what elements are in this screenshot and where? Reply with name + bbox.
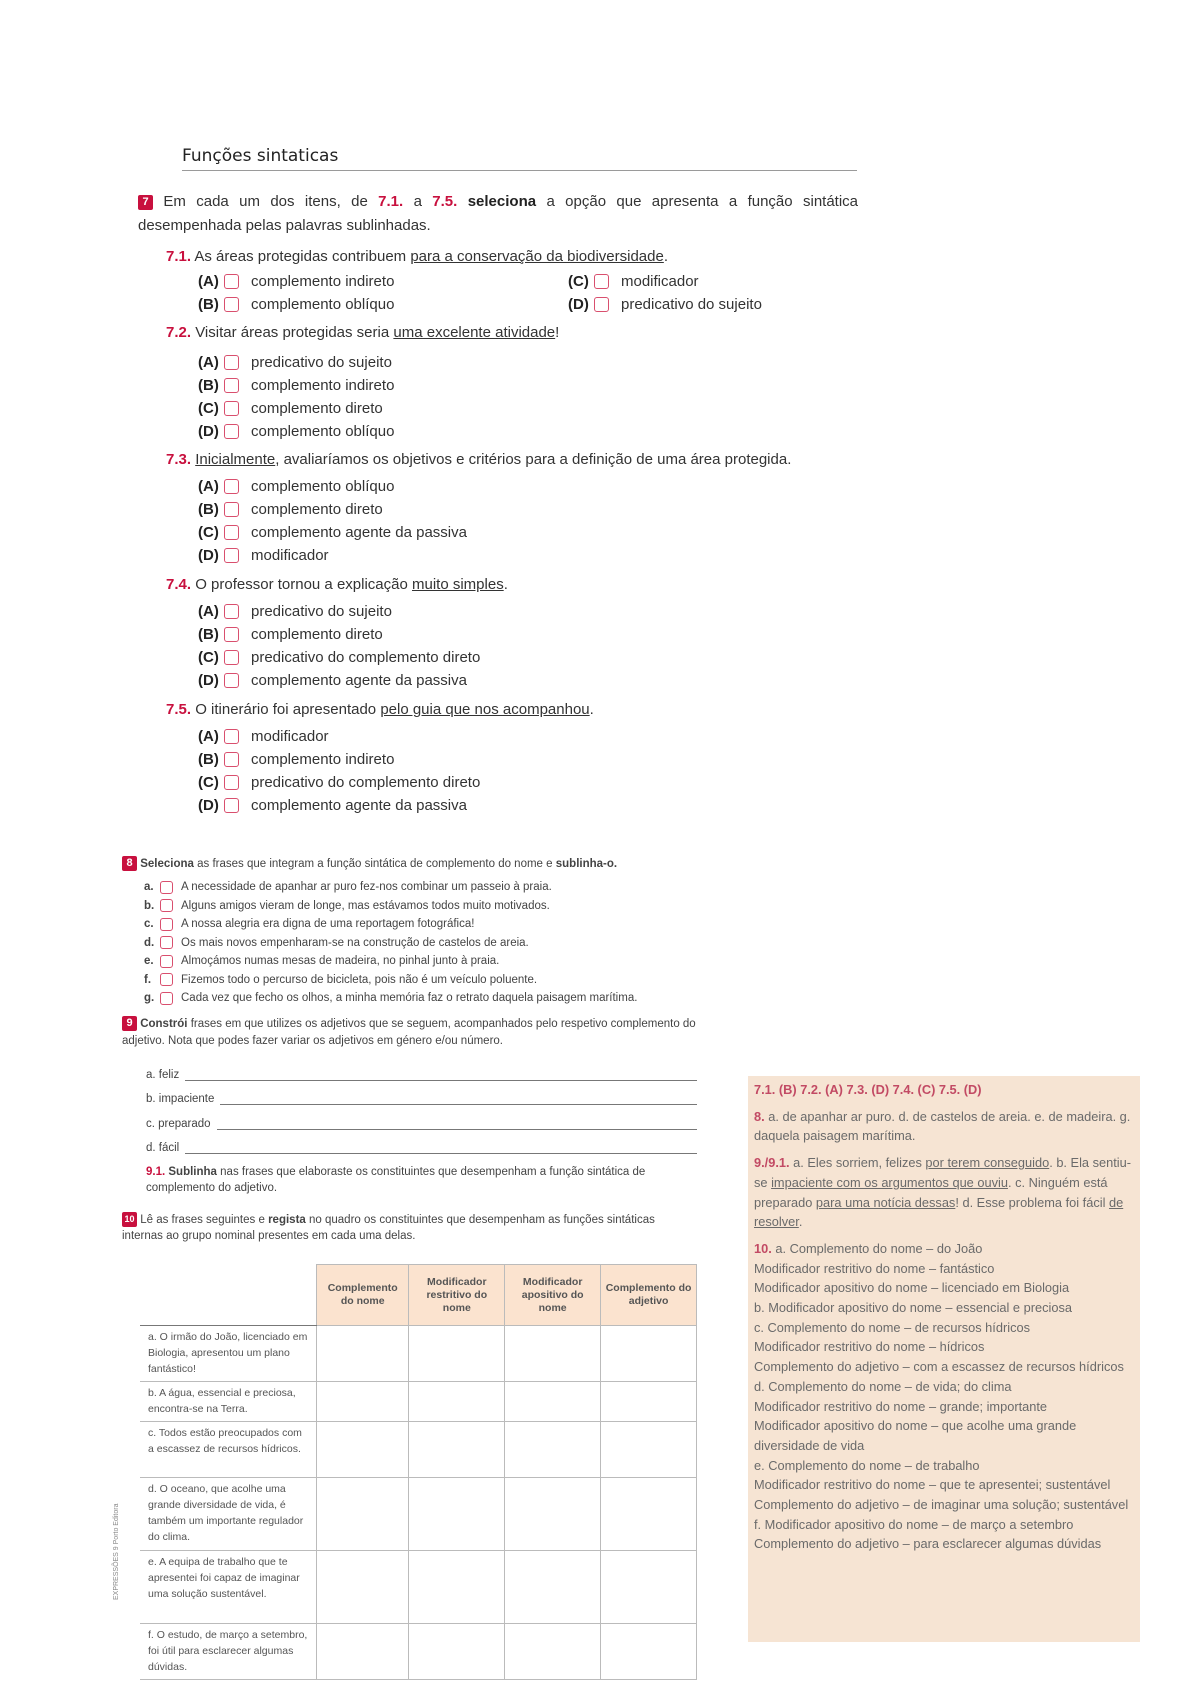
answer-cell[interactable] [409, 1382, 505, 1422]
option-c[interactable]: (C) predicativo do complemento direto [198, 774, 481, 791]
exercise-7-instructions: 7 Em cada um dos itens, de 7.1. a 7.5. seleciona a opção que apresenta a função sintática desempenhada pelas palavras sublinhadas. [138, 193, 859, 234]
exercise-number-badge: 10 [122, 1212, 137, 1227]
checkbox[interactable] [224, 548, 239, 563]
checkbox[interactable] [224, 274, 239, 289]
checkbox[interactable] [224, 752, 239, 767]
answers-10: 10. a. Complemento do nome – do João [754, 1240, 983, 1256]
list-item[interactable]: e. Almoçámos numas mesas de madeira, no pinhal junto à praia. [144, 955, 500, 968]
option-a[interactable]: (A) predicativo do sujeito [198, 354, 392, 371]
option-b[interactable]: (B) complemento indireto [198, 751, 395, 768]
question-7-4: 7.4. O professor tornou a explicação muito simples. (A) predicativo do sujeito (B) complemento direto (C) predicativo do complemento direto (D) complemento agente da passiva [166, 574, 858, 692]
list-item[interactable]: c. A nossa alegria era digna de uma reportagem fotográfica! [144, 918, 475, 931]
answer-line[interactable]: c. preparado [146, 1105, 697, 1130]
list-item[interactable]: b. Alguns amigos vieram de longe, mas estávamos todos muito motivados. [144, 899, 550, 912]
answer-cell[interactable] [505, 1624, 601, 1680]
option-d[interactable]: (D) complemento agente da passiva [198, 672, 467, 689]
answer-cell[interactable] [505, 1422, 601, 1478]
checkbox[interactable] [224, 525, 239, 540]
answer-cell[interactable] [317, 1624, 409, 1680]
side-caption: EXPRESSÕES 9 Porto Editora [113, 1503, 120, 1600]
checkbox[interactable] [224, 355, 239, 370]
question-7-3: 7.3. Inicialmente, avaliaríamos os objetivos e critérios para a definição de uma área protegida. (A) complemento oblíquo (B) complemento direto (C) complemento agente da passiva (D) modificador [166, 449, 858, 567]
answer-cell[interactable] [505, 1551, 601, 1624]
option-d[interactable]: (D) predicativo do sujeito [568, 296, 762, 313]
column-header: Modificador apositivo do nome [505, 1265, 601, 1326]
table-row: f. O estudo, de março a setembro, foi útil para esclarecer algumas dúvidas. [140, 1624, 697, 1680]
column-header: Complemento do nome [317, 1265, 409, 1326]
answer-cell[interactable] [317, 1551, 409, 1624]
checkbox[interactable] [160, 955, 173, 968]
table-row: a. O irmão do João, licenciado em Biologia, apresentou um plano fantástico! [140, 1326, 697, 1382]
answer-cell[interactable] [409, 1422, 505, 1478]
page-title: Funções sintaticas [182, 146, 857, 171]
option-b[interactable]: (B) complemento oblíquo [198, 296, 395, 313]
checkbox[interactable] [224, 798, 239, 813]
checkbox[interactable] [224, 401, 239, 416]
checkbox[interactable] [160, 918, 173, 931]
answer-cell[interactable] [505, 1478, 601, 1551]
question-7-1: 7.1. As áreas protegidas contribuem para a conservação da biodiversidade. (A) complemento indireto (C) modificador (B) complemento oblíquo (D) predicativo do sujeito [166, 246, 858, 316]
checkbox[interactable] [160, 881, 173, 894]
answer-cell[interactable] [601, 1422, 697, 1478]
checkbox[interactable] [224, 502, 239, 517]
checkbox[interactable] [224, 297, 239, 312]
answer-cell[interactable] [317, 1422, 409, 1478]
checkbox[interactable] [224, 479, 239, 494]
column-header: Complemento do adjetivo [601, 1265, 697, 1326]
exercise-8-instructions: 8 Seleciona as frases que integram a função sintática de complemento do nome e sublinha-o. [122, 856, 697, 872]
checkbox[interactable] [160, 992, 173, 1005]
option-b[interactable]: (B) complemento indireto [198, 377, 395, 394]
checkbox[interactable] [224, 378, 239, 393]
answer-cell[interactable] [317, 1382, 409, 1422]
checkbox[interactable] [594, 274, 609, 289]
table-row: c. Todos estão preocupados com a escassez de recursos hídricos. [140, 1422, 697, 1478]
option-c[interactable]: (C) complemento direto [198, 400, 383, 417]
checkbox[interactable] [224, 775, 239, 790]
answer-cell[interactable] [505, 1382, 601, 1422]
option-d[interactable]: (D) modificador [198, 547, 329, 564]
option-b[interactable]: (B) complemento direto [198, 501, 383, 518]
exercise-number-badge: 9 [122, 1016, 137, 1031]
option-b[interactable]: (B) complemento direto [198, 626, 383, 643]
answer-cell[interactable] [409, 1551, 505, 1624]
checkbox[interactable] [160, 899, 173, 912]
checkbox[interactable] [224, 650, 239, 665]
list-item[interactable]: g. Cada vez que fecho os olhos, a minha memória faz o retrato daquela paisagem marítima. [144, 992, 638, 1005]
option-a[interactable]: (A) complemento oblíquo [198, 478, 395, 495]
column-header: Modificador restritivo do nome [409, 1265, 505, 1326]
answer-line[interactable]: a. feliz [146, 1056, 697, 1081]
answers-8: 8. a. de apanhar ar puro. d. de castelos de areia. e. de madeira. g. daquela paisagem marítima. [754, 1108, 1131, 1144]
option-d[interactable]: (D) complemento oblíquo [198, 423, 395, 440]
answers-7: 7.1. (B) 7.2. (A) 7.3. (D) 7.4. (C) 7.5. (D) [754, 1082, 982, 1097]
checkbox[interactable] [224, 627, 239, 642]
question-7-2: 7.2. Visitar áreas protegidas seria uma excelente atividade! (A) predicativo do sujeito (B) complemento indireto (C) complemento direto (D) complemento oblíquo [166, 322, 858, 443]
checkbox[interactable] [160, 936, 173, 949]
answer-cell[interactable] [601, 1382, 697, 1422]
answer-cell[interactable] [317, 1478, 409, 1551]
answers-9: 9./9.1. a. Eles sorriem, felizes por terem conseguido. b. Ela sentiu-se impaciente com os argumentos que ouviu. c. Ninguém está preparado para uma notícia dessas! d. Esse problema foi fácil de resolver. [754, 1155, 1132, 1230]
exercise-9-1: 9.1. Sublinha nas frases que elaboraste os constituintes que desempenham a função sintática de complemento do adjetivo. [146, 1166, 646, 1194]
option-a[interactable]: (A) modificador [198, 728, 329, 745]
option-c[interactable]: (C) predicativo do complemento direto [198, 649, 481, 666]
exercise-number-badge: 7 [138, 195, 153, 210]
list-item[interactable]: f. Fizemos todo o percurso de bicicleta, pois não é um veículo poluente. [144, 973, 538, 986]
option-c[interactable]: (C) complemento agente da passiva [198, 524, 467, 541]
answer-cell[interactable] [601, 1624, 697, 1680]
list-item[interactable]: d. Os mais novos empenharam-se na construção de castelos de areia. [144, 936, 529, 949]
option-a[interactable]: (A) complemento indireto [198, 273, 395, 290]
list-item[interactable]: a. A necessidade de apanhar ar puro fez-nos combinar um passeio à praia. [144, 881, 552, 894]
answer-line[interactable]: d. fácil [146, 1130, 697, 1155]
answer-cell[interactable] [505, 1326, 601, 1382]
checkbox[interactable] [594, 297, 609, 312]
checkbox[interactable] [224, 673, 239, 688]
table-row: e. A equipa de trabalho que te apresentei foi capaz de imaginar uma solução sustentável. [140, 1551, 697, 1624]
option-a[interactable]: (A) predicativo do sujeito [198, 603, 392, 620]
checkbox[interactable] [224, 424, 239, 439]
table-row: b. A água, essencial e preciosa, encontra-se na Terra. [140, 1382, 697, 1422]
answer-line[interactable]: b. impaciente [146, 1081, 697, 1106]
answer-key: 7.1. (B) 7.2. (A) 7.3. (D) 7.4. (C) 7.5. (D) 8. a. de apanhar ar puro. d. de castelos de areia. e. de madeira. g. daquela paisagem marítima. 9./9.1. a. Eles sorriem, felizes por terem conseguido. b. Ela sentiu-se impaciente com os argumentos que ouviu. c. Ninguém está preparado para uma notícia dessas! d. Esse problema foi fácil de resolver. 10. a. Complemento do nome – do João Modificador restritivo do nome – fantástico Modificador apositivo do nome – licenciado em Biologia b. Modificador apositivo do nome – essencial e preciosa c. Complemento do nome – de recursos hídricos Modificador restritivo do nome – hídricos Complemento do adjetivo – com a escassez de recursos hídricos d. Complemento do nome – de vida; do clima Modificador restritivo do nome – grande; importante Modificador apositivo do nome – que acolhe uma grande diversidade de vida e. Complemento do nome – de trabalho Modificador restritivo do nome – que te apresentei; sustentável Complemento do adjetivo – de imaginar uma solução; sustentável f. Modificador apositivo do nome – de março a setembro Complemento do adjetivo – para esclarecer algumas dúvidas [748, 1076, 1140, 1642]
option-c[interactable]: (C) modificador [568, 273, 699, 290]
exercise-7 [138, 190, 858, 817]
exercise-9 [122, 1016, 697, 1196]
checkbox[interactable] [224, 729, 239, 744]
answer-cell[interactable] [601, 1326, 697, 1382]
answer-cell[interactable] [409, 1326, 505, 1382]
functions-table [140, 1264, 697, 1680]
checkbox[interactable] [224, 604, 239, 619]
exercise-8 [122, 856, 697, 1008]
exercise-10 [122, 1212, 697, 1244]
question-7-5: 7.5. O itinerário foi apresentado pelo guia que nos acompanhou. (A) modificador (B) complemento indireto (C) predicativo do complemento direto (D) complemento agente da passiva [166, 699, 858, 817]
answer-cell[interactable] [409, 1624, 505, 1680]
table-row: d. O oceano, que acolhe uma grande diversidade de vida, é também um importante regulador do clima. [140, 1478, 697, 1551]
answer-cell[interactable] [317, 1326, 409, 1382]
exercise-number-badge: 8 [122, 856, 137, 871]
exercise-9-instructions: 9 Constrói frases em que utilizes os adjetivos que se seguem, acompanhados pelo respetivo complemento do adjetivo. Nota que podes fazer variar os adjetivos em género e/ou número. [122, 1017, 696, 1047]
checkbox[interactable] [160, 973, 173, 986]
exercise-10-instructions: 10 Lê as frases seguintes e regista no quadro os constituintes que desempenham as funções sintáticas internas ao grupo nominal presentes em cada uma delas. [122, 1214, 655, 1242]
option-d[interactable]: (D) complemento agente da passiva [198, 797, 467, 814]
answer-cell[interactable] [409, 1478, 505, 1551]
answer-cell[interactable] [601, 1478, 697, 1551]
answer-cell[interactable] [601, 1551, 697, 1624]
